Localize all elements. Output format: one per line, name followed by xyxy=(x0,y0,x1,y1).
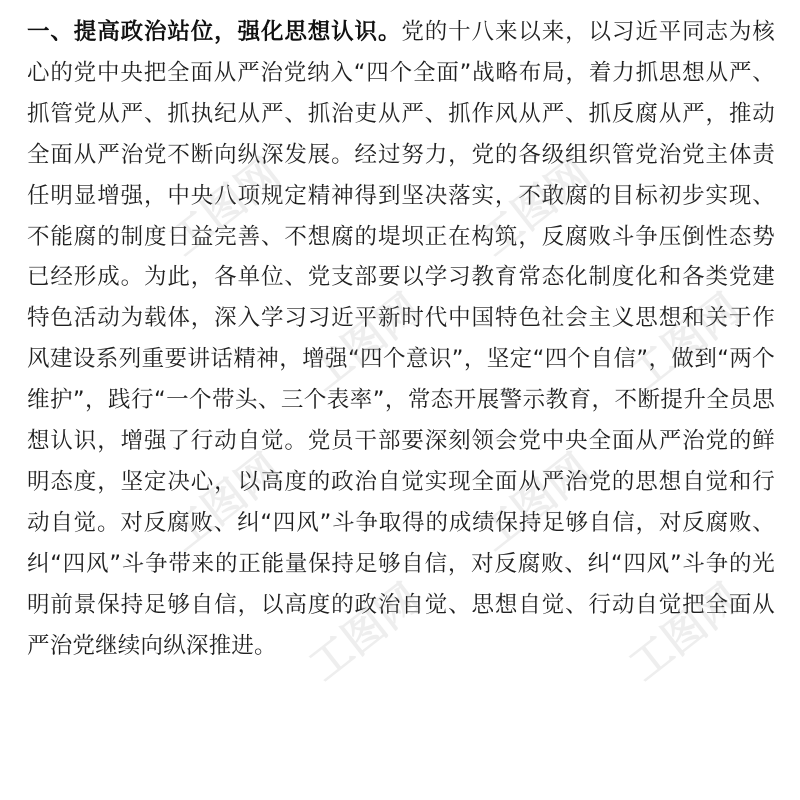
watermark-5: 工图网 xyxy=(159,443,290,561)
watermark-6: 工图网 xyxy=(469,443,600,561)
section-heading: 一、提高政治站位，强化思想认识。 xyxy=(27,19,402,45)
watermark-7: 工图网 xyxy=(299,573,430,691)
document-paragraph xyxy=(27,12,775,667)
watermark-4: 工图网 xyxy=(619,283,750,401)
watermark-3: 工图网 xyxy=(299,283,430,401)
watermark-8: 工图网 xyxy=(619,573,750,691)
watermark-2: 工图网 xyxy=(469,148,600,266)
paragraph-body: 党的十八来以来，以习近平同志为核心的党中央把全面从严治党纳入“四个全面”战略布局，着力抓思想从严、抓管党从严、抓执纪从严、抓治吏从严、抓作风从严、抓反腐从严，推动全面从严治党不断向纵深发展。经过努力，党的各级组织管党治党主体责任明显增强，中央八项规定精神得到坚决落实，不敢腐的目标初步实现、不能腐的制度日益完善、不想腐的堤坝正在构筑，反腐败斗争压倒性态势已经形成。为此，各单位、党支部要以学习教育常态化制度化和各类党建特色活动为载体，深入学习习近平新时代中国特色社会主义思想和关于作风建设系列重要讲话精神，增强“四个意识”，坚定“四个自信”，做到“两个维护”，践行“一个带头、三个表率”，常态开展警示教育，不断提升全员思想认识，增强了行动自觉。党员干部要深刻领会党中央全面从严治党的鲜明态度，坚定决心，以高度的政治自觉实现全面从严治党的思想自觉和行动自觉。对反腐败、纠“四风”斗争取得的成绩保持足够自信，对反腐败、纠“四风”斗争带来的正能量保持足够自信，对反腐败、纠“四风”斗争的光明前景保持足够自信，以高度的政治自觉、思想自觉、行动自觉把全面从严治党继续向纵深推进。 xyxy=(27,19,776,659)
watermark-1: 工图网 xyxy=(159,148,290,266)
